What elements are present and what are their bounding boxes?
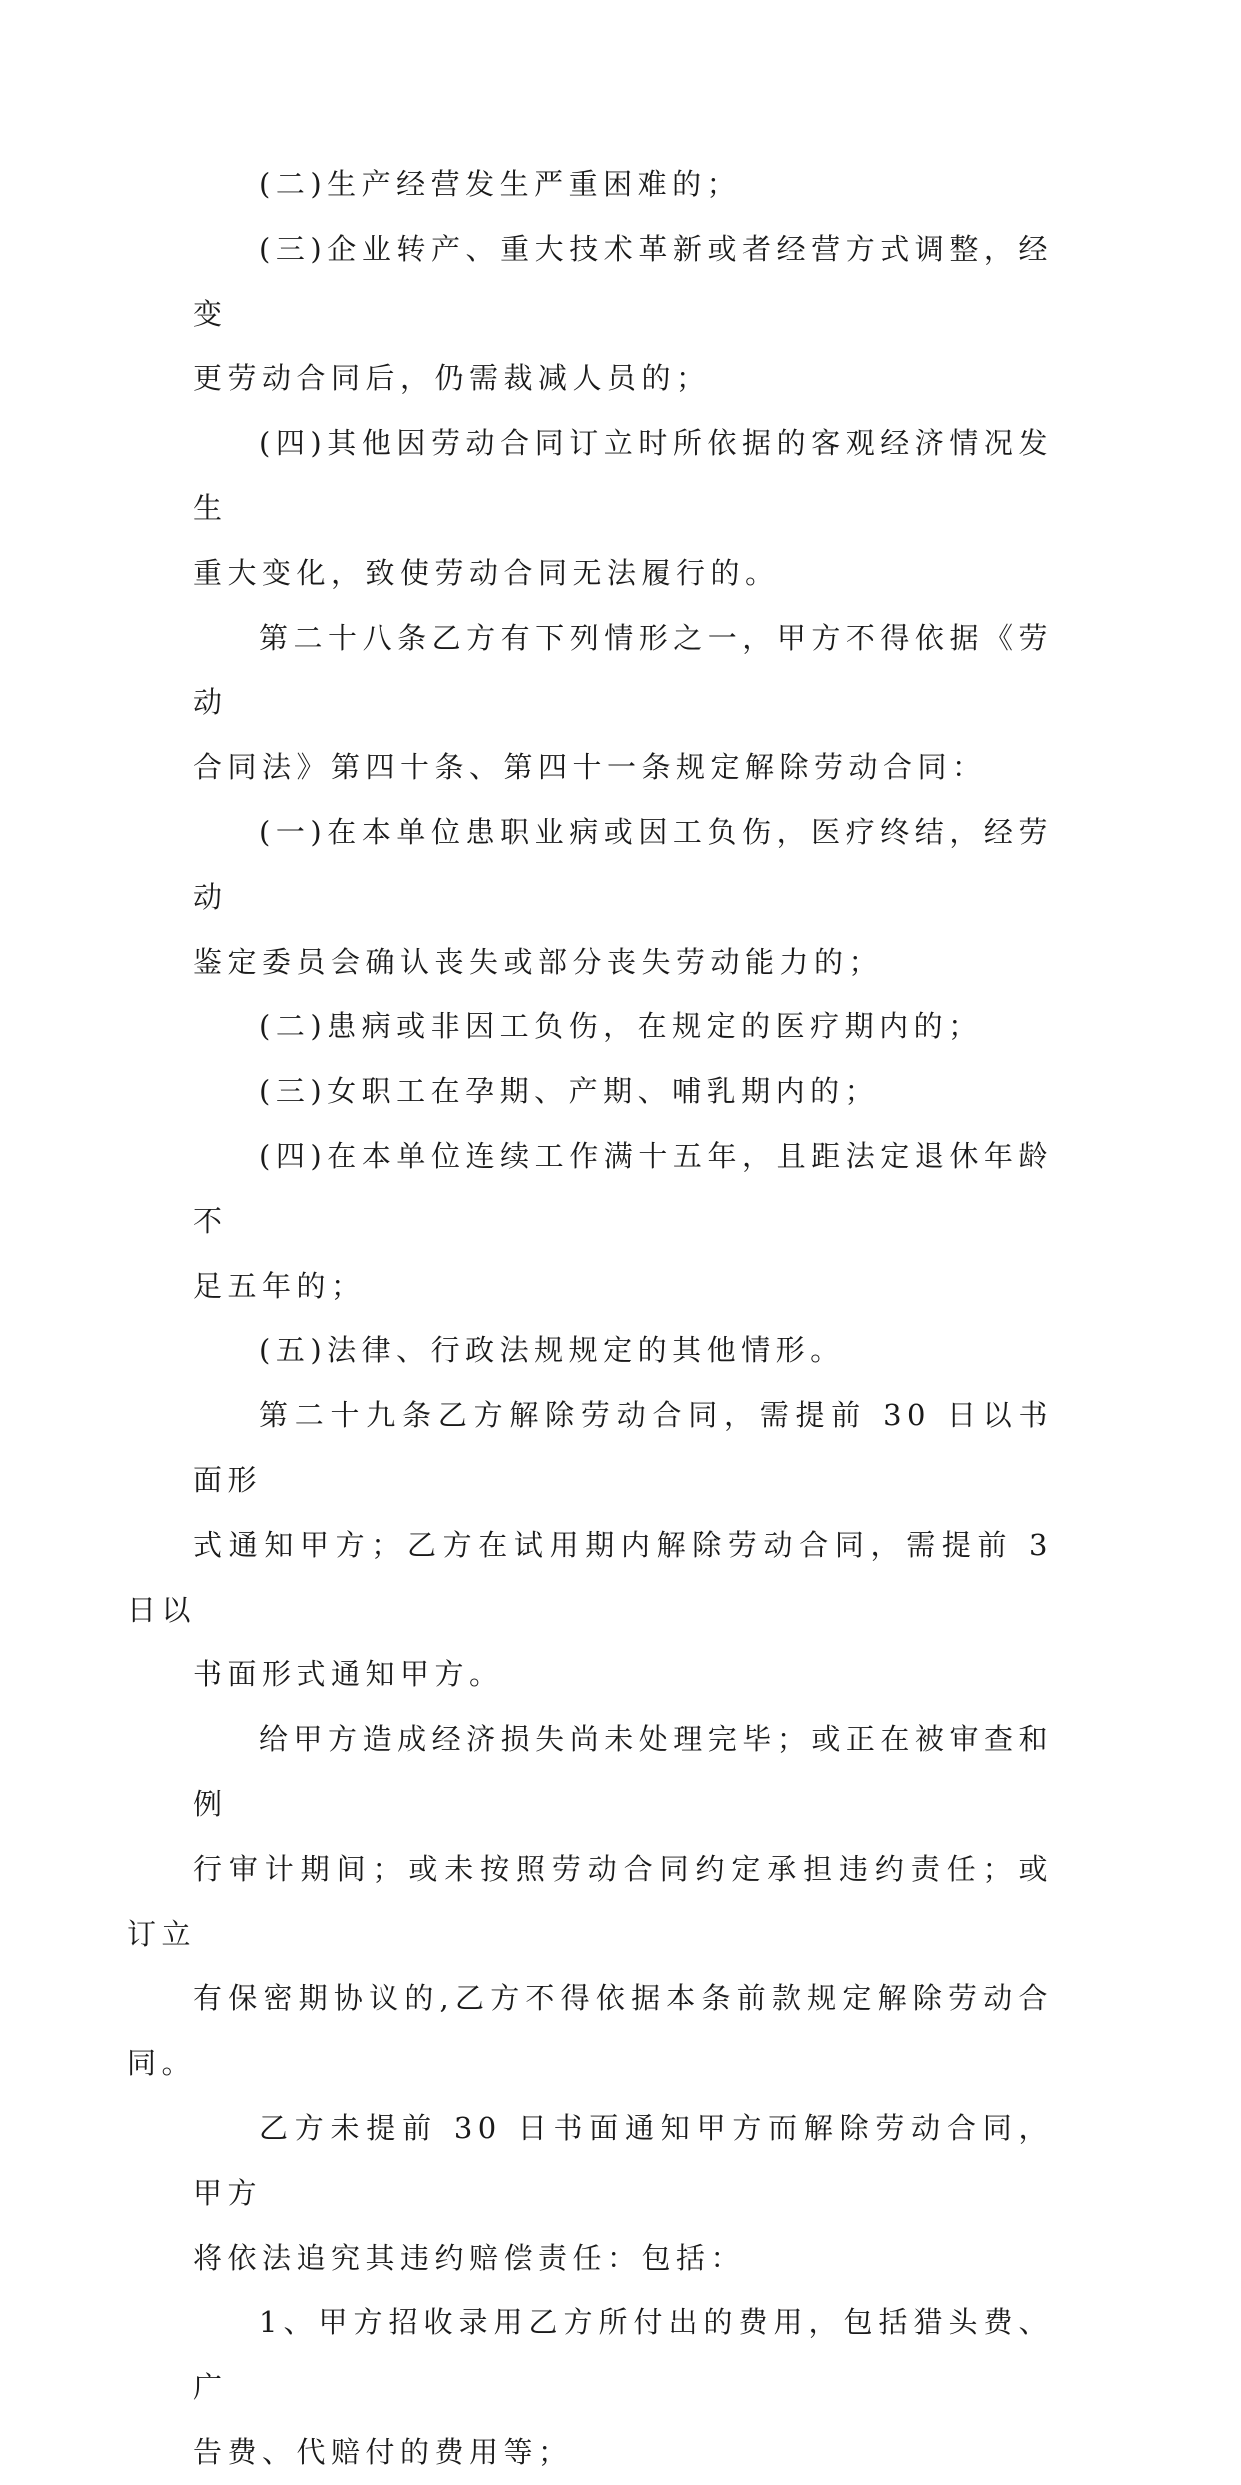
text-line: 第二十八条乙方有下列情形之一，甲方不得依据《劳动: [193, 620, 1053, 720]
article-28-item-2: [193, 994, 1053, 1059]
text-line: 鉴定委员会确认丧失或部分丧失劳动能力的；: [193, 944, 884, 979]
text-line: 将依法追究其违约赔偿责任：包括：: [193, 2240, 746, 2275]
text-line: 更劳动合同后，仍需裁减人员的；: [193, 361, 711, 396]
liability-item-1: [193, 2290, 1053, 2484]
text-line: 式通知甲方；乙方在试用期内解除劳动合同，需提前 3 日以: [127, 1527, 1053, 1627]
text-line: 重大变化，致使劳动合同无法履行的。: [193, 555, 780, 590]
article-28-item-3: [193, 1059, 1053, 1124]
text-line: 足五年的；: [193, 1268, 366, 1303]
text-line: (四)其他因劳动合同订立时所依据的客观经济情况发生: [193, 426, 1053, 525]
text-line: 有保密期协议的,乙方不得依据本条前款规定解除劳动合同。: [127, 1981, 1053, 2081]
text-line: 书面形式通知甲方。: [193, 1657, 504, 1692]
text-line: (二)生产经营发生严重困难的；: [259, 167, 742, 201]
article-29-restriction: [127, 1707, 1053, 2096]
article-28: [193, 606, 1053, 800]
text-line: (三)女职工在孕期、产期、哺乳期内的；: [259, 1074, 880, 1109]
clause-item-4: [193, 411, 1053, 605]
clause-item-2: [193, 152, 1053, 217]
text-line: 告费、代赔付的费用等；: [193, 2434, 573, 2469]
text-line: 行审计期间；或未按照劳动合同约定承担违约责任；或订立: [127, 1851, 1053, 1951]
text-line: (二)患病或非因工负伤，在规定的医疗期内的；: [259, 1009, 983, 1044]
text-line: 1、甲方招收录用乙方所付出的费用，包括猎头费、广: [193, 2305, 1053, 2405]
article-29: [127, 1383, 1053, 1707]
text-line: 乙方未提前 30 日书面通知甲方而解除劳动合同，甲方: [193, 2110, 1053, 2210]
text-line: (一)在本单位患职业病或因工负伤，医疗终结，经劳动: [193, 814, 1053, 914]
text-line: (三)企业转产、重大技术革新或者经营方式调整，经变: [193, 231, 1053, 331]
document-body: [127, 152, 1053, 2485]
clause-item-3: [193, 217, 1053, 411]
article-28-item-1: [193, 800, 1053, 994]
article-28-item-4: [193, 1124, 1053, 1318]
article-28-item-5: [193, 1318, 1053, 1383]
article-29-liability: [193, 2096, 1053, 2290]
text-line: 第二十九条乙方解除劳动合同，需提前 30 日以书面形: [193, 1398, 1053, 1497]
text-line: (五)法律、行政法规规定的其他情形。: [259, 1333, 845, 1368]
text-line: 合同法》第四十条、第四十一条规定解除劳动合同：: [193, 750, 987, 785]
text-line: (四)在本单位连续工作满十五年，且距法定退休年龄不: [193, 1138, 1053, 1238]
text-line: 给甲方造成经济损失尚未处理完毕；或正在被审查和例: [193, 1722, 1053, 1821]
